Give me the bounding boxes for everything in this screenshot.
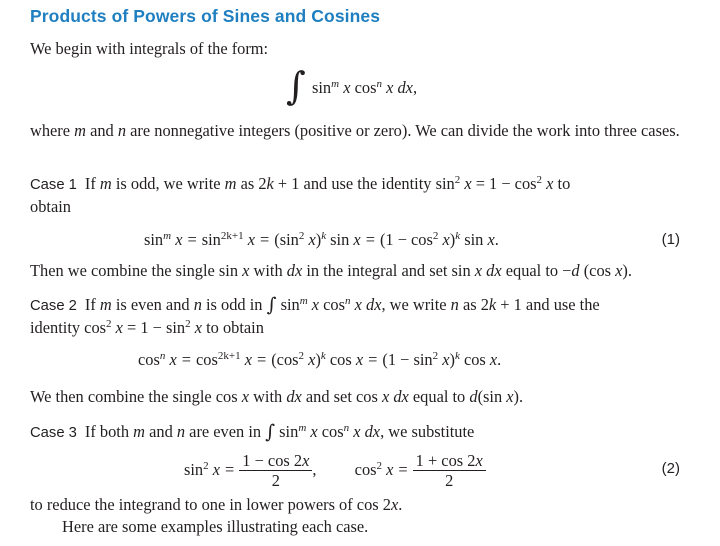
examples-intro: Here are some examples illustrating each case.	[62, 517, 369, 536]
intro-paragraph: We begin with integrals of the form:	[30, 39, 269, 58]
equation-2-number: (2)	[661, 460, 680, 477]
integral-sign: ∫	[286, 64, 306, 108]
case3-paragraph: Case 3 If both m and n are even in ∫ $\sin^m x$ $\cos^n x$ dx, we substitute	[30, 421, 475, 443]
where-paragraph: where m and n are nonnegative integers (positive or zero). We can divide the work into three cases.	[30, 121, 680, 140]
case2-conclusion: We then combine the single cos x with dx and set cos x dx equal to d(sin x).	[30, 387, 524, 406]
case2-equation: $\cos^n x = \cos^{2k+1} x = (\cos^2$ x)$^k$ $\cos x = (1 - \sin^2 x)^k$ cos x.	[138, 350, 502, 369]
main-integral-expression: $\sin^m x$ $\cos^n x$ dx,	[312, 78, 418, 97]
equation-1-number: (1)	[661, 231, 680, 248]
case1-label: Case 1	[30, 177, 77, 193]
equation-2: $\sin^2 x$ = $\frac{1 - \cos 2x}{2}$ , $\cos^2 x$ = $\frac{1 + \cos 2x}{2}$	[184, 451, 486, 491]
integral-sign-small-2: ∫	[265, 421, 276, 443]
case2-label: Case 2	[30, 298, 77, 314]
section-heading: Products of Powers of Sines and Cosines	[30, 6, 381, 26]
case3-conclusion: to reduce the integrand to one in lower powers of cos 2x.	[30, 495, 403, 514]
fraction-half-angle-cos: $\frac{1 + \cos 2x}{2}$	[413, 451, 486, 490]
equation-1: $\sin^m x = \sin^{2k+1} x = (\sin^2$ x)$^k$ $\sin x = (1 - \cos^2 x)^k$ sin x.	[144, 230, 499, 249]
integral-sign-small: ∫	[266, 294, 277, 316]
case2-paragraph: Case 2 If m is even and n is odd in ∫ $\sin^m x$ $\cos^n x$ dx, we write n as 2k + 1 and use the identity $\cos^2 x = 1 - \sin^2 x$ to obtain	[30, 294, 600, 337]
case1-paragraph: Case 1 If m is odd, we write m as 2k + 1 and use the identity $\sin^2 x = 1 - \cos^2 x$ to obtain	[30, 174, 571, 216]
case3-label: Case 3	[30, 425, 77, 441]
case1-conclusion: Then we combine the single sin x with dx in the integral and set sin x dx equal to −d (cos x).	[30, 261, 632, 280]
fraction-half-angle-sin: $\frac{1 - \cos 2x}{2}$	[239, 451, 312, 490]
